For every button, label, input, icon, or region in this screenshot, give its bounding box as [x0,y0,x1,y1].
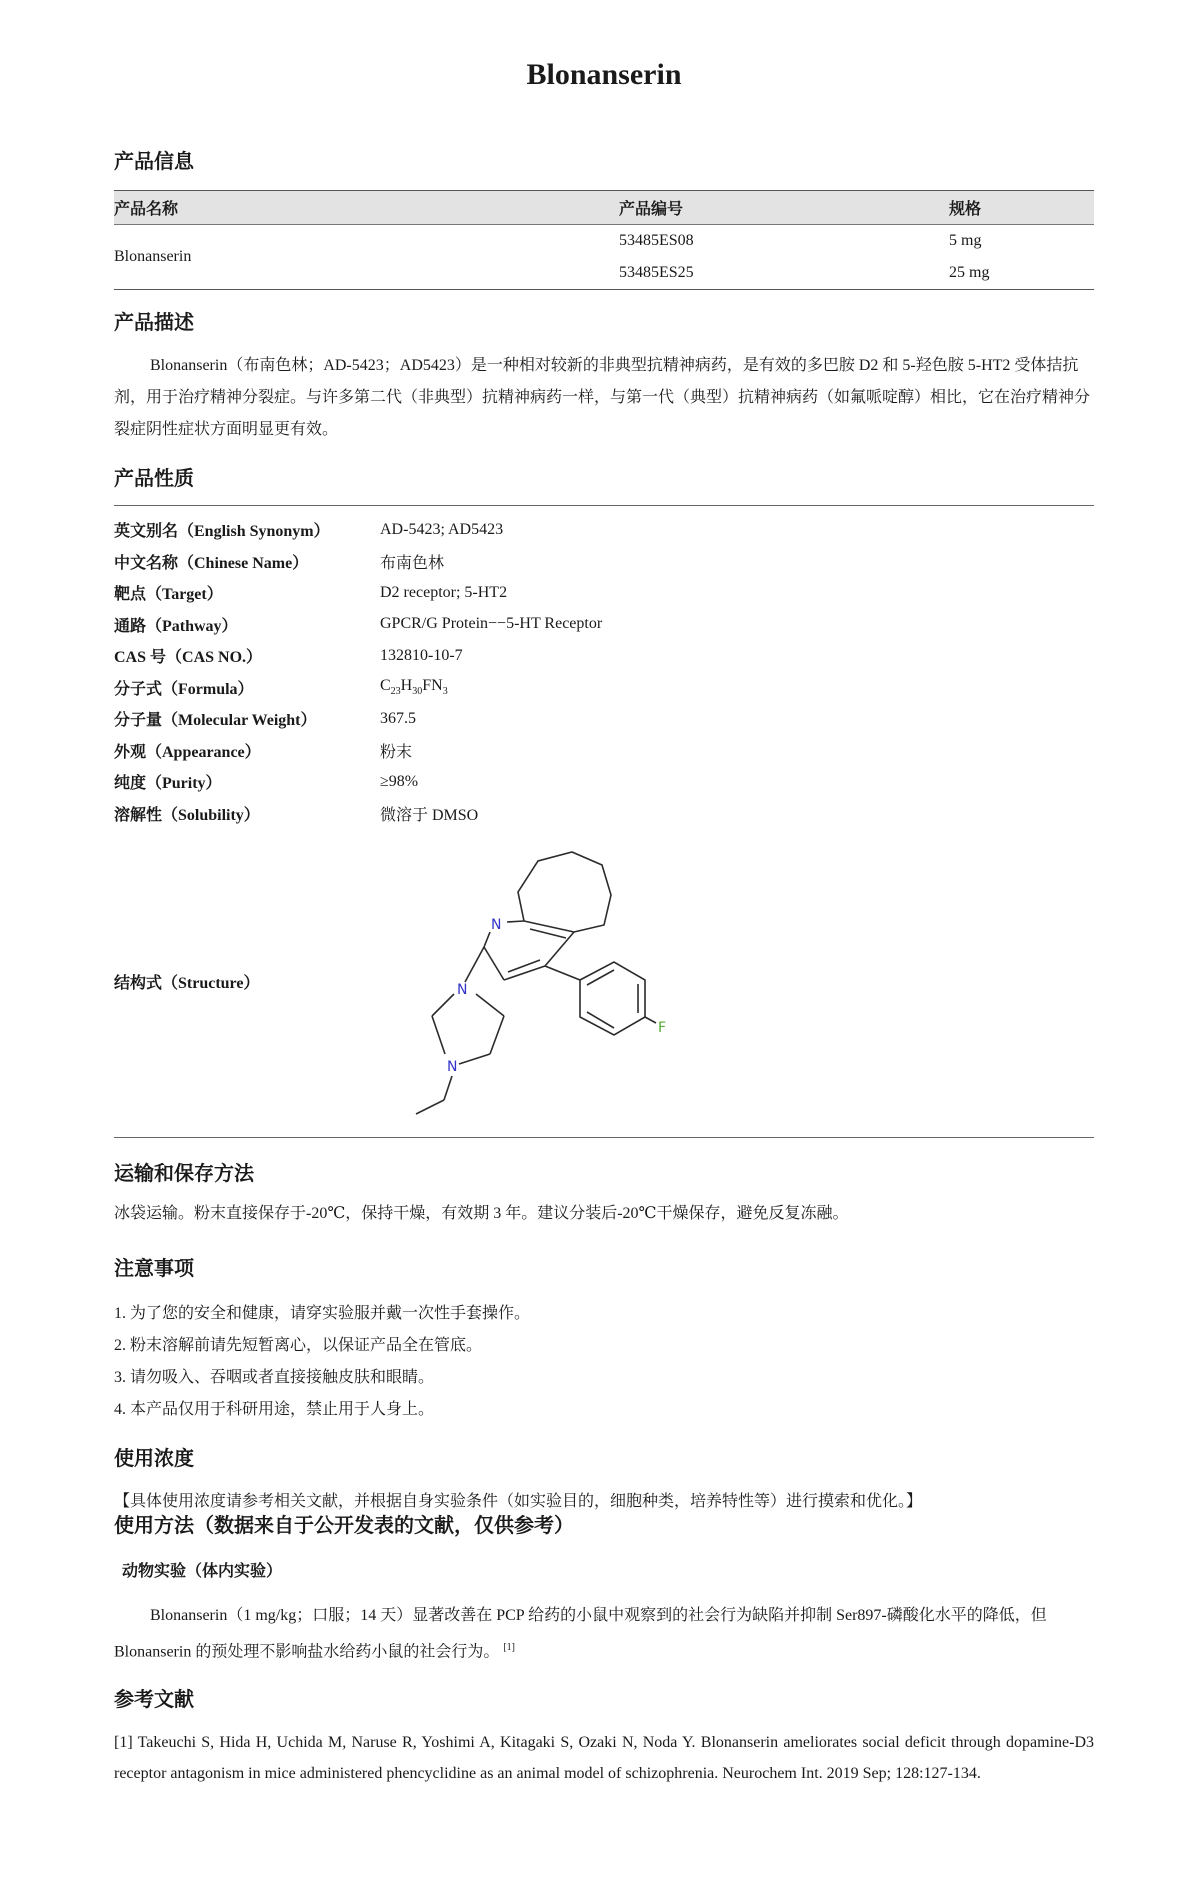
property-label: 通路（Pathway） [114,617,238,635]
list-item: 1. 为了您的安全和健康，请穿实验服并戴一次性手套操作。 [114,1305,531,1322]
section-heading-usage: 使用方法（数据来自于公开发表的文献，仅供参考） [114,1515,574,1537]
property-value: 132810-10-7 [380,646,463,664]
bond [587,970,614,985]
property-row [114,546,1094,578]
property-value: D2 receptor; 5-HT2 [380,583,508,601]
structure-label: 结构式（Structure） [114,975,260,992]
section-heading-concentration: 使用浓度 [114,1448,194,1470]
section-heading-references: 参考文献 [114,1689,194,1711]
bond [508,960,540,972]
list-item: 2. 粉末溶解前请先短暂离心，以保证产品全在管底。 [114,1337,483,1354]
formula-element: H [400,677,413,695]
storage-text: 冰袋运输。粉末直接保存于-20℃，保持干燥，有效期 3 年。建议分装后-20℃干燥保存，避免反复冻融。 [114,1205,849,1222]
bond [444,1076,452,1100]
concentration-text: 【具体使用浓度请参考相关文献，并根据自身实验条件（如实验目的，细胞种类，培养特性等）进行摸索和优化。】 [114,1493,923,1510]
formula-subscript: 3 [442,686,448,698]
property-label: 外观（Appearance） [114,743,261,761]
section-heading-info: 产品信息 [114,151,194,173]
header-product-code: 产品编号 [619,191,949,225]
bond [432,994,454,1016]
property-label: 纯度（Purity） [114,775,222,793]
property-value: 微溶于 DMSO [380,806,479,824]
property-row [114,672,1094,704]
section-heading-description: 产品描述 [114,312,194,334]
usage-body: Blonanserin（1 mg/kg；口服；14 天）显著改善在 PCP 给药的小鼠中观察到的社会行为缺陷并抑制 Ser897-磷酸化水平的降低，但 Blonanserin 的预处理不影响盐水给药小鼠的社会行为。 [114,1607,1047,1661]
property-value: 布南色林 [380,554,445,572]
divider [114,505,1094,506]
table-header-row [114,191,1094,225]
bond [530,929,566,938]
bond [507,921,524,922]
product-size-cell: 25 mg [949,257,1094,290]
property-row [114,609,1094,641]
product-size-cell: 5 mg [949,232,982,249]
atom-n-piperazine-bottom: N [447,1059,458,1075]
property-label: 中文名称（Chinese Name） [114,554,309,572]
formula-value [380,677,1094,697]
list-item: 3. 请勿吸入、吞咽或者直接接触皮肤和眼睛。 [114,1369,435,1386]
properties-list [114,514,1094,829]
property-label: 靶点（Target） [114,586,223,604]
section-heading-properties: 产品性质 [114,468,194,490]
section-heading-notes: 注意事项 [114,1258,194,1280]
structure-diagram [394,832,794,1132]
property-row [114,766,1094,798]
bond [545,966,580,980]
property-row [114,640,1094,672]
description-text: Blonanserin（布南色林；AD-5423；AD5423）是一种相对较新的非典型抗精神病药，是有效的多巴胺 D2 和 5-羟色胺 5-HT2 受体拮抗剂，用于治疗精神分裂症。与许多第二代（非典型）抗精神病药一样，与第一代（典型）抗精神病药（如氟哌啶醇）相比，它在治疗精神分裂症阴性症状方面明显更有效。 [114,357,1091,438]
property-value: ≥98% [380,772,419,790]
list-item: 4. 本产品仅用于科研用途，禁止用于人身上。 [114,1401,435,1418]
property-value: 粉末 [380,743,413,761]
bond [459,1054,490,1064]
bond [504,966,545,980]
property-label: 分子式（Formula） [114,680,254,698]
bond [524,921,574,932]
reference-item: [1] Takeuchi S, Hida H, Uchida M, Naruse R, Yoshimi A, Kitagaki S, Ozaki N, Noda Y. Blonanserin ameliorates social deficit through dopamine-D3 receptor antagonism in mice administered phencyclidine as an animal model of schizophrenia. Neurochem Int. 2019 Sep; 128:127-134. [114,1734,1094,1782]
bond [484,932,490,947]
property-value: 367.5 [380,709,416,727]
property-row [114,798,1094,830]
formula-element: C [380,677,391,695]
formula-subscript: 23 [390,686,401,698]
usage-subheading: 动物实验（体内实验） [122,1563,283,1580]
benzene-ring [580,962,645,1035]
property-row [114,514,1094,546]
atom-n-piperazine-top: N [457,982,468,998]
property-row [114,703,1094,735]
bond [465,947,484,982]
property-label: 英文别名（English Synonym） [114,523,330,541]
section-heading-storage: 运输和保存方法 [114,1163,254,1185]
product-code-cell: 53485ES25 [619,257,949,290]
property-row [114,577,1094,609]
atom-n-pyridine: N [491,917,502,933]
usage-text [114,1600,1094,1668]
divider [114,1137,1094,1138]
table-row [114,225,1094,258]
property-value: GPCR/G Protein−−5-HT Receptor [380,615,603,633]
header-product-name: 产品名称 [114,191,619,225]
cyclooctane-ring [518,852,611,932]
property-label: 分子量（Molecular Weight） [114,712,317,730]
bond [645,1017,656,1023]
property-label: 溶解性（Solubility） [114,806,260,824]
product-info-table [114,190,1094,290]
citation-marker: [1] [503,1642,515,1653]
formula-element: FN [422,677,443,695]
header-size: 规格 [949,191,1094,225]
document-title: Blonanserin [526,58,682,91]
product-name-cell: Blonanserin [114,225,619,290]
formula-subscript: 30 [412,686,423,698]
product-code-cell: 53485ES08 [619,232,694,249]
bond [476,994,504,1016]
bond [490,1016,504,1054]
bond [416,1100,444,1114]
property-row [114,735,1094,767]
property-value: AD-5423; AD5423 [380,520,504,538]
property-label: CAS 号（CAS NO.） [114,649,263,667]
bond [484,947,504,980]
bond [587,1012,614,1028]
bond [432,1016,445,1054]
atom-fluorine: F [658,1020,667,1036]
